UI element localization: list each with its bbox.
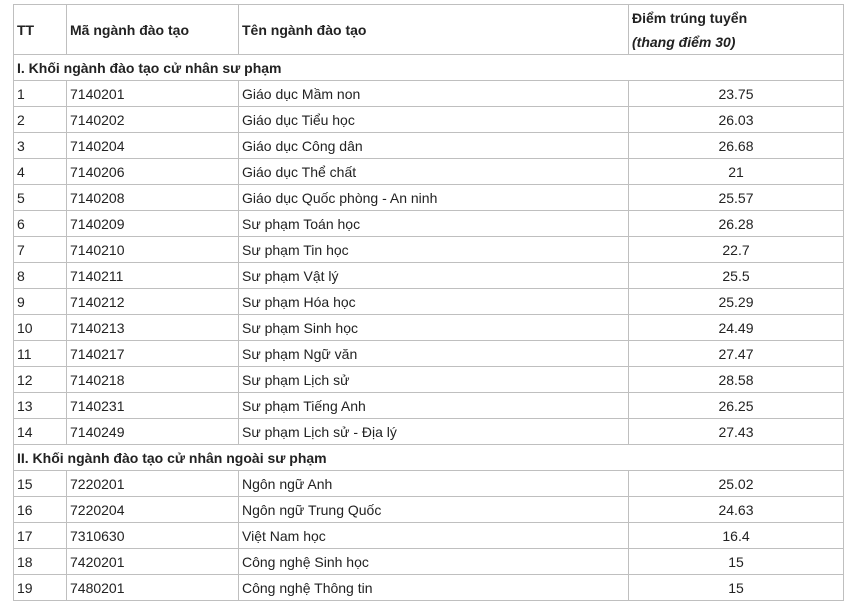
cell-name: Sư phạm Lịch sử bbox=[239, 367, 629, 393]
cell-name: Công nghệ Thông tin bbox=[239, 575, 629, 601]
cell-name: Giáo dục Quốc phòng - An ninh bbox=[239, 185, 629, 211]
cell-name: Sư phạm Tiếng Anh bbox=[239, 393, 629, 419]
cell-tt: 16 bbox=[14, 497, 67, 523]
table-row bbox=[14, 419, 844, 445]
cell-name: Sư phạm Ngữ văn bbox=[239, 341, 629, 367]
cell-tt: 3 bbox=[14, 133, 67, 159]
cell-code: 7140204 bbox=[67, 133, 239, 159]
cell-score: 24.63 bbox=[629, 497, 844, 523]
group-title: I. Khối ngành đào tạo cử nhân sư phạm bbox=[14, 55, 844, 81]
cell-score: 26.28 bbox=[629, 211, 844, 237]
cell-code: 7140202 bbox=[67, 107, 239, 133]
table-row bbox=[14, 81, 844, 107]
table-row bbox=[14, 367, 844, 393]
cell-tt: 6 bbox=[14, 211, 67, 237]
cell-code: 7140231 bbox=[67, 393, 239, 419]
cell-score: 26.03 bbox=[629, 107, 844, 133]
cell-code: 7140210 bbox=[67, 237, 239, 263]
table-row bbox=[14, 159, 844, 185]
cell-name: Ngôn ngữ Trung Quốc bbox=[239, 497, 629, 523]
cell-score: 26.68 bbox=[629, 133, 844, 159]
header-tt: TT bbox=[14, 5, 67, 55]
cell-name: Giáo dục Công dân bbox=[239, 133, 629, 159]
cell-score: 27.43 bbox=[629, 419, 844, 445]
cell-code: 7310630 bbox=[67, 523, 239, 549]
table-row bbox=[14, 393, 844, 419]
group-row bbox=[14, 55, 844, 81]
cell-name: Sư phạm Toán học bbox=[239, 211, 629, 237]
table-row bbox=[14, 315, 844, 341]
header-row bbox=[14, 5, 844, 55]
cell-code: 7480201 bbox=[67, 575, 239, 601]
cell-score: 23.75 bbox=[629, 81, 844, 107]
cell-code: 7140201 bbox=[67, 81, 239, 107]
group-title: II. Khối ngành đào tạo cử nhân ngoài sư phạm bbox=[14, 445, 844, 471]
cell-name: Sư phạm Vật lý bbox=[239, 263, 629, 289]
table-row bbox=[14, 341, 844, 367]
cell-name: Giáo dục Mầm non bbox=[239, 81, 629, 107]
cell-score: 27.47 bbox=[629, 341, 844, 367]
cell-score: 28.58 bbox=[629, 367, 844, 393]
cell-tt: 1 bbox=[14, 81, 67, 107]
cell-score: 26.25 bbox=[629, 393, 844, 419]
cell-score: 24.49 bbox=[629, 315, 844, 341]
cell-tt: 7 bbox=[14, 237, 67, 263]
cell-code: 7220204 bbox=[67, 497, 239, 523]
table-row bbox=[14, 523, 844, 549]
cell-code: 7140218 bbox=[67, 367, 239, 393]
cell-name: Sư phạm Lịch sử - Địa lý bbox=[239, 419, 629, 445]
cell-tt: 19 bbox=[14, 575, 67, 601]
cell-tt: 9 bbox=[14, 289, 67, 315]
table-row bbox=[14, 133, 844, 159]
cell-score: 16.4 bbox=[629, 523, 844, 549]
table-row bbox=[14, 471, 844, 497]
table-row bbox=[14, 211, 844, 237]
header-score bbox=[629, 5, 844, 55]
table-row bbox=[14, 575, 844, 601]
cell-name: Giáo dục Tiểu học bbox=[239, 107, 629, 133]
cell-code: 7140213 bbox=[67, 315, 239, 341]
cell-score: 15 bbox=[629, 575, 844, 601]
header-name: Tên ngành đào tạo bbox=[239, 5, 629, 55]
cell-tt: 11 bbox=[14, 341, 67, 367]
cell-code: 7140212 bbox=[67, 289, 239, 315]
cell-tt: 15 bbox=[14, 471, 67, 497]
cell-code: 7140249 bbox=[67, 419, 239, 445]
cell-tt: 4 bbox=[14, 159, 67, 185]
cell-code: 7140208 bbox=[67, 185, 239, 211]
cell-name: Giáo dục Thể chất bbox=[239, 159, 629, 185]
cell-code: 7220201 bbox=[67, 471, 239, 497]
table-row bbox=[14, 549, 844, 575]
cell-code: 7140206 bbox=[67, 159, 239, 185]
header-code: Mã ngành đào tạo bbox=[67, 5, 239, 55]
group-row bbox=[14, 445, 844, 471]
cell-code: 7140217 bbox=[67, 341, 239, 367]
cell-score: 21 bbox=[629, 159, 844, 185]
table-row bbox=[14, 107, 844, 133]
cell-score: 25.57 bbox=[629, 185, 844, 211]
table-row bbox=[14, 497, 844, 523]
table-row bbox=[14, 289, 844, 315]
cell-score: 25.5 bbox=[629, 263, 844, 289]
cell-tt: 14 bbox=[14, 419, 67, 445]
cell-tt: 10 bbox=[14, 315, 67, 341]
cell-name: Việt Nam học bbox=[239, 523, 629, 549]
cell-tt: 18 bbox=[14, 549, 67, 575]
cell-tt: 17 bbox=[14, 523, 67, 549]
table-row bbox=[14, 185, 844, 211]
cell-code: 7140209 bbox=[67, 211, 239, 237]
table-row bbox=[14, 237, 844, 263]
admission-scores-table bbox=[13, 4, 844, 601]
cell-code: 7140211 bbox=[67, 263, 239, 289]
cell-tt: 8 bbox=[14, 263, 67, 289]
cell-score: 22.7 bbox=[629, 237, 844, 263]
cell-code: 7420201 bbox=[67, 549, 239, 575]
cell-name: Sư phạm Hóa học bbox=[239, 289, 629, 315]
cell-name: Sư phạm Tin học bbox=[239, 237, 629, 263]
cell-score: 25.29 bbox=[629, 289, 844, 315]
table-body bbox=[14, 55, 844, 601]
header-score-scale: (thang điểm 30) bbox=[632, 33, 736, 50]
cell-name: Ngôn ngữ Anh bbox=[239, 471, 629, 497]
cell-tt: 12 bbox=[14, 367, 67, 393]
cell-tt: 5 bbox=[14, 185, 67, 211]
cell-name: Công nghệ Sinh học bbox=[239, 549, 629, 575]
cell-name: Sư phạm Sinh học bbox=[239, 315, 629, 341]
table-row bbox=[14, 263, 844, 289]
cell-score: 25.02 bbox=[629, 471, 844, 497]
cell-tt: 13 bbox=[14, 393, 67, 419]
header-score-title: Điểm trúng tuyển bbox=[632, 9, 748, 26]
cell-score: 15 bbox=[629, 549, 844, 575]
cell-tt: 2 bbox=[14, 107, 67, 133]
